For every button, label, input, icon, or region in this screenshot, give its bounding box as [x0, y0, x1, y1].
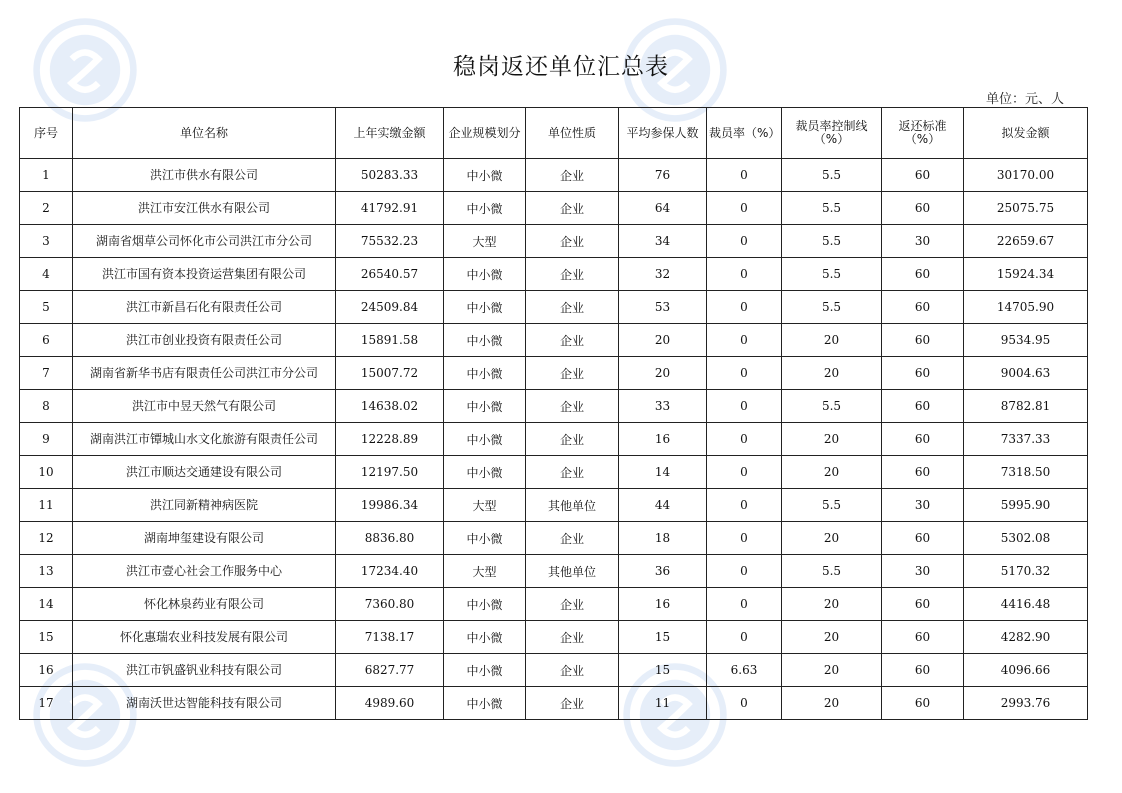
cell-layoff-rate: 6.63 [707, 654, 782, 687]
cell-layoff-rate: 0 [707, 258, 782, 291]
cell-size: 大型 [444, 225, 526, 258]
cell-nature: 企业 [526, 390, 619, 423]
cell-layoff-control: 5.5 [782, 192, 882, 225]
cell-layoff-rate: 0 [707, 192, 782, 225]
cell-return-std: 60 [882, 258, 964, 291]
cell-seq: 4 [20, 258, 73, 291]
cell-size: 中小微 [444, 324, 526, 357]
cell-layoff-rate: 0 [707, 522, 782, 555]
cell-amount: 7337.33 [964, 423, 1088, 456]
cell-return-std: 60 [882, 159, 964, 192]
cell-layoff-control: 20 [782, 588, 882, 621]
cell-avg-insured: 18 [619, 522, 707, 555]
cell-layoff-control: 20 [782, 456, 882, 489]
unit-note: 单位：元、人 [985, 92, 1064, 107]
cell-unit-name: 洪江市顺达交通建设有限公司 [73, 456, 336, 489]
cell-size: 中小微 [444, 654, 526, 687]
cell-return-std: 60 [882, 324, 964, 357]
cell-nature: 企业 [526, 522, 619, 555]
cell-layoff-control: 20 [782, 687, 882, 720]
cell-layoff-control: 20 [782, 423, 882, 456]
cell-nature: 企业 [526, 621, 619, 654]
cell-layoff-control: 5.5 [782, 225, 882, 258]
cell-seq: 13 [20, 555, 73, 588]
cell-last-year-amount: 17234.40 [336, 555, 444, 588]
cell-amount: 7318.50 [964, 456, 1088, 489]
cell-return-std: 60 [882, 390, 964, 423]
cell-return-std: 30 [882, 225, 964, 258]
cell-size: 中小微 [444, 357, 526, 390]
cell-amount: 5170.32 [964, 555, 1088, 588]
cell-avg-insured: 16 [619, 423, 707, 456]
table-row [20, 654, 1088, 687]
table-row [20, 555, 1088, 588]
cell-seq: 3 [20, 225, 73, 258]
table-row [20, 390, 1088, 423]
cell-size: 中小微 [444, 423, 526, 456]
header-nature: 单位性质 [526, 108, 619, 159]
cell-avg-insured: 76 [619, 159, 707, 192]
cell-layoff-control: 5.5 [782, 390, 882, 423]
cell-layoff-rate: 0 [707, 489, 782, 522]
cell-unit-name: 湖南洪江市镡城山水文化旅游有限责任公司 [73, 423, 336, 456]
cell-unit-name: 湖南省烟草公司怀化市公司洪江市分公司 [73, 225, 336, 258]
cell-unit-name: 洪江市钒盛钒业科技有限公司 [73, 654, 336, 687]
cell-size: 中小微 [444, 291, 526, 324]
cell-amount: 5995.90 [964, 489, 1088, 522]
cell-last-year-amount: 12228.89 [336, 423, 444, 456]
cell-nature: 企业 [526, 588, 619, 621]
cell-unit-name: 怀化惠瑞农业科技发展有限公司 [73, 621, 336, 654]
cell-layoff-control: 20 [782, 654, 882, 687]
header-name: 单位名称 [73, 108, 336, 159]
cell-last-year-amount: 6827.77 [336, 654, 444, 687]
cell-unit-name: 洪江市壹心社会工作服务中心 [73, 555, 336, 588]
cell-seq: 1 [20, 159, 73, 192]
cell-return-std: 30 [882, 555, 964, 588]
table-row [20, 522, 1088, 555]
document-title: 稳岗返还单位汇总表 [453, 54, 669, 80]
cell-amount: 14705.90 [964, 291, 1088, 324]
cell-avg-insured: 20 [619, 324, 707, 357]
cell-size: 中小微 [444, 258, 526, 291]
cell-avg-insured: 53 [619, 291, 707, 324]
cell-seq: 2 [20, 192, 73, 225]
cell-amount: 4282.90 [964, 621, 1088, 654]
cell-size: 中小微 [444, 159, 526, 192]
cell-seq: 5 [20, 291, 73, 324]
table-row [20, 357, 1088, 390]
cell-size: 中小微 [444, 687, 526, 720]
cell-size: 中小微 [444, 621, 526, 654]
cell-nature: 企业 [526, 192, 619, 225]
cell-layoff-control: 5.5 [782, 555, 882, 588]
cell-seq: 16 [20, 654, 73, 687]
cell-layoff-control: 5.5 [782, 291, 882, 324]
cell-last-year-amount: 12197.50 [336, 456, 444, 489]
cell-avg-insured: 11 [619, 687, 707, 720]
cell-unit-name: 湖南沃世达智能科技有限公司 [73, 687, 336, 720]
cell-nature: 企业 [526, 423, 619, 456]
header-row [20, 108, 1088, 159]
cell-layoff-rate: 0 [707, 621, 782, 654]
cell-layoff-control: 5.5 [782, 489, 882, 522]
cell-layoff-control: 20 [782, 357, 882, 390]
cell-avg-insured: 15 [619, 621, 707, 654]
cell-return-std: 60 [882, 423, 964, 456]
cell-seq: 15 [20, 621, 73, 654]
cell-unit-name: 洪江市供水有限公司 [73, 159, 336, 192]
cell-amount: 25075.75 [964, 192, 1088, 225]
cell-seq: 14 [20, 588, 73, 621]
table-row [20, 489, 1088, 522]
cell-layoff-control: 20 [782, 621, 882, 654]
cell-size: 中小微 [444, 522, 526, 555]
cell-avg-insured: 20 [619, 357, 707, 390]
cell-avg-insured: 33 [619, 390, 707, 423]
cell-unit-name: 洪江市国有资本投资运营集团有限公司 [73, 258, 336, 291]
cell-size: 中小微 [444, 456, 526, 489]
cell-amount: 22659.67 [964, 225, 1088, 258]
table-row [20, 588, 1088, 621]
table-row [20, 225, 1088, 258]
cell-size: 中小微 [444, 588, 526, 621]
cell-amount: 15924.34 [964, 258, 1088, 291]
header-amount: 拟发金额 [964, 108, 1088, 159]
cell-nature: 企业 [526, 225, 619, 258]
cell-layoff-rate: 0 [707, 357, 782, 390]
cell-size: 中小微 [444, 390, 526, 423]
cell-unit-name: 怀化林泉药业有限公司 [73, 588, 336, 621]
summary-table [19, 107, 1088, 720]
cell-layoff-rate: 0 [707, 291, 782, 324]
cell-return-std: 60 [882, 621, 964, 654]
cell-size: 大型 [444, 555, 526, 588]
cell-nature: 企业 [526, 456, 619, 489]
cell-nature: 其他单位 [526, 489, 619, 522]
table-row [20, 324, 1088, 357]
cell-amount: 8782.81 [964, 390, 1088, 423]
cell-return-std: 30 [882, 489, 964, 522]
cell-return-std: 60 [882, 291, 964, 324]
cell-last-year-amount: 50283.33 [336, 159, 444, 192]
cell-avg-insured: 36 [619, 555, 707, 588]
cell-avg-insured: 14 [619, 456, 707, 489]
cell-unit-name: 湖南省新华书店有限责任公司洪江市分公司 [73, 357, 336, 390]
cell-nature: 其他单位 [526, 555, 619, 588]
cell-layoff-rate: 0 [707, 687, 782, 720]
cell-last-year-amount: 15891.58 [336, 324, 444, 357]
cell-layoff-rate: 0 [707, 390, 782, 423]
table-row [20, 192, 1088, 225]
cell-nature: 企业 [526, 324, 619, 357]
cell-last-year-amount: 75532.23 [336, 225, 444, 258]
cell-last-year-amount: 24509.84 [336, 291, 444, 324]
header-size: 企业规模划分 [444, 108, 526, 159]
cell-amount: 9534.95 [964, 324, 1088, 357]
cell-layoff-control: 20 [782, 324, 882, 357]
cell-layoff-rate: 0 [707, 423, 782, 456]
cell-seq: 12 [20, 522, 73, 555]
cell-unit-name: 洪江市新昌石化有限责任公司 [73, 291, 336, 324]
cell-unit-name: 洪江市安江供水有限公司 [73, 192, 336, 225]
cell-layoff-control: 5.5 [782, 258, 882, 291]
table-row [20, 687, 1088, 720]
table-row [20, 291, 1088, 324]
cell-last-year-amount: 8836.80 [336, 522, 444, 555]
cell-unit-name: 洪江市创业投资有限责任公司 [73, 324, 336, 357]
cell-layoff-control: 20 [782, 522, 882, 555]
cell-avg-insured: 64 [619, 192, 707, 225]
table-row [20, 423, 1088, 456]
header-layoff-control: 裁员率控制线（%） [782, 108, 882, 159]
header-avg-insured: 平均参保人数 [619, 108, 707, 159]
cell-avg-insured: 44 [619, 489, 707, 522]
table-row [20, 159, 1088, 192]
cell-avg-insured: 16 [619, 588, 707, 621]
cell-nature: 企业 [526, 357, 619, 390]
cell-last-year-amount: 14638.02 [336, 390, 444, 423]
cell-last-year-amount: 7360.80 [336, 588, 444, 621]
cell-layoff-rate: 0 [707, 159, 782, 192]
header-last-year-amount: 上年实缴金额 [336, 108, 444, 159]
cell-last-year-amount: 19986.34 [336, 489, 444, 522]
cell-nature: 企业 [526, 159, 619, 192]
cell-seq: 9 [20, 423, 73, 456]
cell-nature: 企业 [526, 258, 619, 291]
cell-layoff-rate: 0 [707, 588, 782, 621]
cell-seq: 7 [20, 357, 73, 390]
cell-unit-name: 湖南坤玺建设有限公司 [73, 522, 336, 555]
table-row [20, 456, 1088, 489]
cell-return-std: 60 [882, 456, 964, 489]
cell-amount: 30170.00 [964, 159, 1088, 192]
cell-size: 中小微 [444, 192, 526, 225]
cell-unit-name: 洪江市中昱天然气有限公司 [73, 390, 336, 423]
cell-return-std: 60 [882, 522, 964, 555]
cell-layoff-control: 5.5 [782, 159, 882, 192]
header-seq: 序号 [20, 108, 73, 159]
cell-avg-insured: 32 [619, 258, 707, 291]
cell-last-year-amount: 4989.60 [336, 687, 444, 720]
cell-return-std: 60 [882, 687, 964, 720]
cell-nature: 企业 [526, 687, 619, 720]
cell-seq: 17 [20, 687, 73, 720]
cell-last-year-amount: 15007.72 [336, 357, 444, 390]
cell-nature: 企业 [526, 291, 619, 324]
cell-last-year-amount: 41792.91 [336, 192, 444, 225]
cell-layoff-rate: 0 [707, 324, 782, 357]
cell-amount: 2993.76 [964, 687, 1088, 720]
cell-last-year-amount: 7138.17 [336, 621, 444, 654]
cell-avg-insured: 34 [619, 225, 707, 258]
header-return-std: 返还标准（%） [882, 108, 964, 159]
cell-seq: 11 [20, 489, 73, 522]
cell-amount: 5302.08 [964, 522, 1088, 555]
cell-return-std: 60 [882, 192, 964, 225]
cell-nature: 企业 [526, 654, 619, 687]
cell-layoff-rate: 0 [707, 456, 782, 489]
cell-return-std: 60 [882, 588, 964, 621]
cell-layoff-rate: 0 [707, 225, 782, 258]
cell-seq: 6 [20, 324, 73, 357]
cell-amount: 9004.63 [964, 357, 1088, 390]
cell-layoff-rate: 0 [707, 555, 782, 588]
cell-last-year-amount: 26540.57 [336, 258, 444, 291]
cell-size: 大型 [444, 489, 526, 522]
table-row [20, 258, 1088, 291]
cell-avg-insured: 15 [619, 654, 707, 687]
table-body [20, 159, 1088, 720]
cell-amount: 4416.48 [964, 588, 1088, 621]
cell-return-std: 60 [882, 357, 964, 390]
cell-seq: 10 [20, 456, 73, 489]
cell-amount: 4096.66 [964, 654, 1088, 687]
header-layoff-rate: 裁员率（%） [707, 108, 782, 159]
cell-return-std: 60 [882, 654, 964, 687]
table-row [20, 621, 1088, 654]
cell-seq: 8 [20, 390, 73, 423]
cell-unit-name: 洪江同新精神病医院 [73, 489, 336, 522]
